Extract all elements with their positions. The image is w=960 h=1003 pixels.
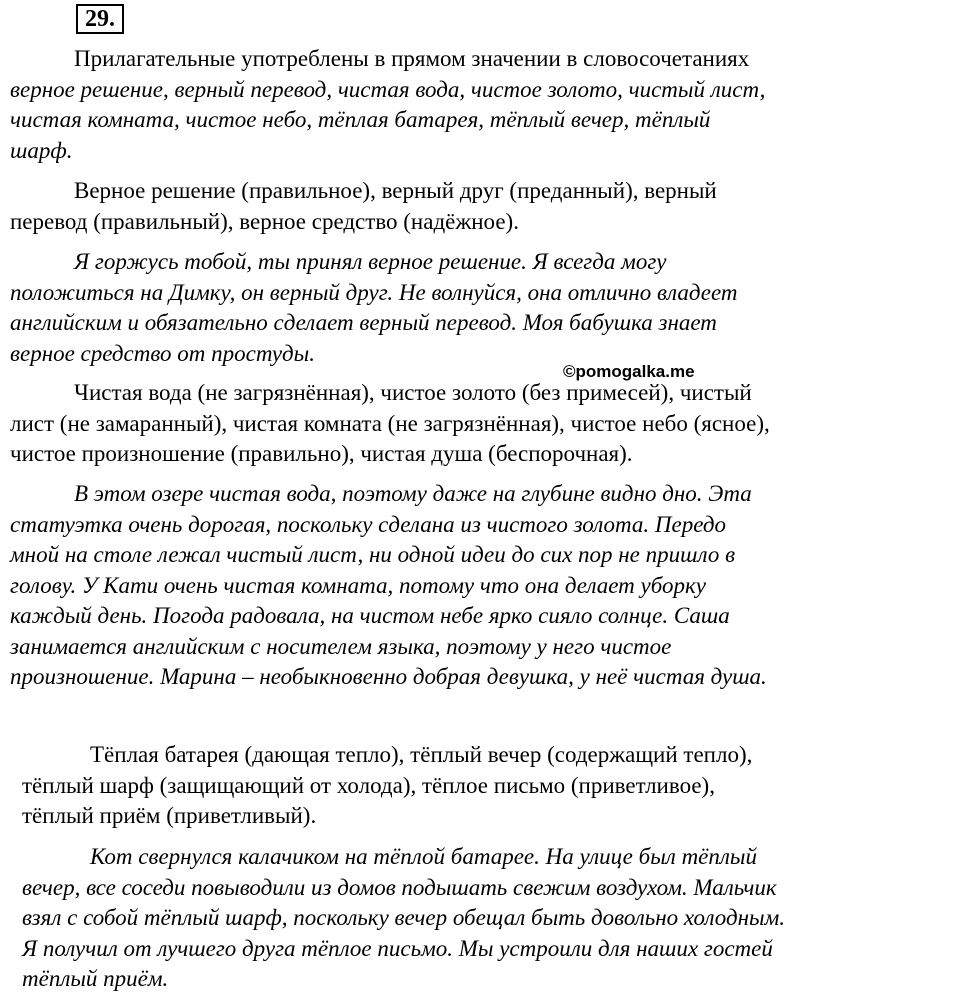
- paragraph-line: лист (не замаранный), чистая комната (не загрязнённая), чистое небо (ясное),: [10, 410, 770, 436]
- paragraph-chistyi-examples: [10, 479, 880, 693]
- paragraph-line: статуэтка очень дорогая, поскольку сделана из чистого золота. Передо: [10, 511, 727, 537]
- paragraph-line: верное средство от простуды.: [10, 340, 315, 366]
- paragraph-line: чистая комната, чистое небо, тёплая батарея, тёплый вечер, тёплый: [10, 107, 711, 132]
- paragraph-line: Чистая вода (не загрязнённая), чистое золото (без примесей), чистый: [74, 380, 752, 405]
- paragraph-line: Кот свернулся калачиком на тёплой батарее. На улице был тёплый: [90, 844, 757, 869]
- paragraph-line: тёплый приём (приветливый).: [22, 803, 317, 828]
- paragraph-adjectives-direct-meaning: [10, 44, 880, 166]
- paragraph-line: Верное решение (правильное), верный друг (преданный), верный: [74, 178, 717, 203]
- paragraph-line: шарф.: [10, 137, 73, 163]
- paragraph-line: каждый день. Погода радовала, на чистом небе ярко сияло солнце. Саша: [10, 603, 730, 628]
- watermark: ©pomogalka.me: [563, 362, 695, 381]
- paragraph-line: В этом озере чистая вода, поэтому даже на глубине видно дно. Эта: [74, 481, 752, 506]
- paragraph-teplyi-meanings: [22, 740, 892, 832]
- paragraph-line: Я горжусь тобой, ты принял верное решение. Я всегда могу: [74, 249, 667, 274]
- paragraph-line: занимается английским с носителем языка, поэтому у него чистое: [10, 633, 672, 659]
- paragraph-vernyi-meanings: [10, 176, 880, 237]
- paragraph-line: произношение. Марина – необыкновенно добрая девушка, у неё чистая душа.: [10, 664, 767, 689]
- paragraph-line: Тёплая батарея (дающая тепло), тёплый вечер (содержащий тепло),: [90, 742, 753, 767]
- paragraph-line: взял с собой тёплый шарф, поскольку вечер обещал быть довольно холодным.: [22, 905, 786, 930]
- paragraph-line: вечер, все соседи повыводили из домов подышать свежим воздухом. Мальчик: [22, 874, 777, 900]
- exercise-number: 29.: [76, 4, 124, 34]
- paragraph-line: перевод (правильный), верное средство (надёжное).: [10, 208, 519, 234]
- paragraph-line: чистое произношение (правильно), чистая душа (беспорочная).: [10, 441, 633, 466]
- paragraph-line: тёплый приём.: [22, 966, 169, 991]
- paragraph-line: английским и обязательно сделает верный перевод. Моя бабушка знает: [10, 310, 717, 335]
- paragraph-line: верное решение, верный перевод, чистая вода, чистое золото, чистый лист,: [10, 76, 766, 102]
- paragraph-vernyi-examples: [10, 247, 880, 369]
- paragraph-line: положиться на Димку, он верный друг. Не волнуйся, она отлично владеет: [10, 279, 738, 305]
- paragraph-line: Я получил от лучшего друга тёплое письмо. Мы устроили для наших гостей: [22, 935, 773, 961]
- paragraph-line: тёплый шарф (защищающий от холода), тёплое письмо (приветливое),: [22, 772, 715, 798]
- paragraph-line: голову. У Кати очень чистая комната, потому что она делает уборку: [10, 572, 706, 598]
- paragraph-line: Прилагательные употреблены в прямом значении в словосочетаниях: [74, 46, 750, 71]
- paragraph-chistyi-meanings: [10, 378, 880, 470]
- paragraph-line: мной на столе лежал чистый лист, ни одной идеи до сих пор не пришло в: [10, 542, 736, 567]
- paragraph-teplyi-examples: [22, 842, 892, 995]
